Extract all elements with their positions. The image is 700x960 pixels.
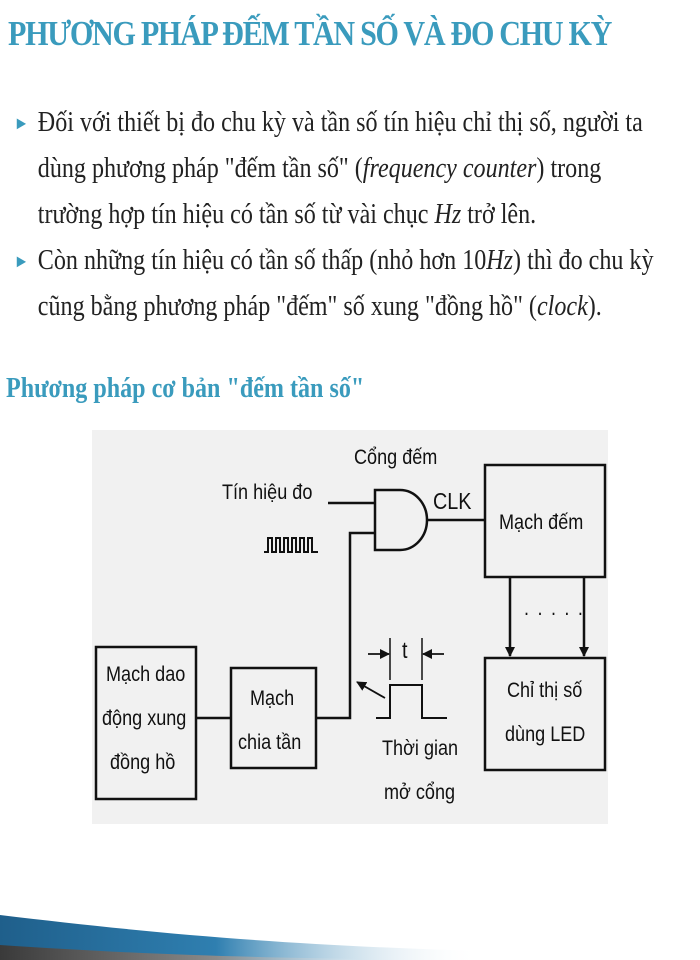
gate-pulse-waveform	[376, 685, 447, 718]
input-signal-label: Tín hiệu đo	[222, 481, 313, 504]
bullet-list	[12, 100, 666, 330]
bullet-text: ) thì đo chu kỳ cũng bằng phương pháp "đếm" số xung "đồng hồ" (	[37, 245, 654, 322]
bullet-text: ) trong trường hợp tín hiệu có tần số từ vài chục	[37, 153, 602, 230]
and-gate-icon	[375, 490, 427, 550]
oscillator-label-line1: Mạch dao	[106, 663, 186, 686]
enable-wire	[316, 533, 375, 718]
display-block	[485, 658, 605, 770]
counter-label: Mạch đếm	[499, 511, 584, 534]
divider-label-line1: Mạch	[250, 687, 295, 710]
gate-time-label-line1: Thời gian	[382, 737, 459, 760]
section-subheading: Phương pháp cơ bản "đếm tần số"	[6, 373, 365, 404]
gate-label: Cổng đếm	[354, 446, 438, 469]
clk-label: CLK	[433, 488, 472, 514]
bullet-text: ).	[587, 291, 602, 322]
period-label: t	[402, 637, 408, 663]
pulse-pointer-arrow	[357, 682, 385, 698]
bullet-arrow-icon: ►	[13, 251, 30, 271]
bullet-text-italic: frequency counter	[362, 153, 537, 184]
bullet-text: trở lên.	[461, 199, 537, 230]
footer-decoration	[0, 905, 700, 960]
bullet-item	[12, 100, 666, 238]
display-label-line2: dùng LED	[505, 723, 586, 746]
bullet-text-italic: Hz	[486, 245, 514, 276]
divider-label-line2: chia tần	[238, 731, 302, 754]
bullet-text: Còn những tín hiệu có tần số thấp (nhỏ hơn 10	[37, 245, 487, 276]
bullet-arrow-icon: ►	[13, 113, 30, 133]
oscillator-label-line3: đồng hồ	[110, 751, 176, 774]
slide-title: PHƯƠNG PHÁP ĐẾM TẦN SỐ VÀ ĐO CHU KỲ	[8, 14, 612, 53]
gate-time-label-line2: mở cổng	[384, 781, 456, 804]
bus-dots-label: . . . . .	[524, 597, 585, 620]
oscillator-label-line2: động xung	[102, 707, 187, 730]
bullet-text-italic: clock	[536, 291, 588, 322]
bullet-text-italic: Hz	[434, 199, 462, 230]
display-label-line1: Chỉ thị số	[507, 679, 583, 702]
bullet-item	[12, 238, 666, 330]
frequency-counter-diagram	[92, 430, 608, 824]
bullet-text: Đối với thiết bị đo chu kỳ và tần số tín hiệu chỉ thị số, người ta dùng phương pháp "đếm tần số" (	[37, 107, 643, 184]
square-wave-icon	[264, 538, 318, 552]
